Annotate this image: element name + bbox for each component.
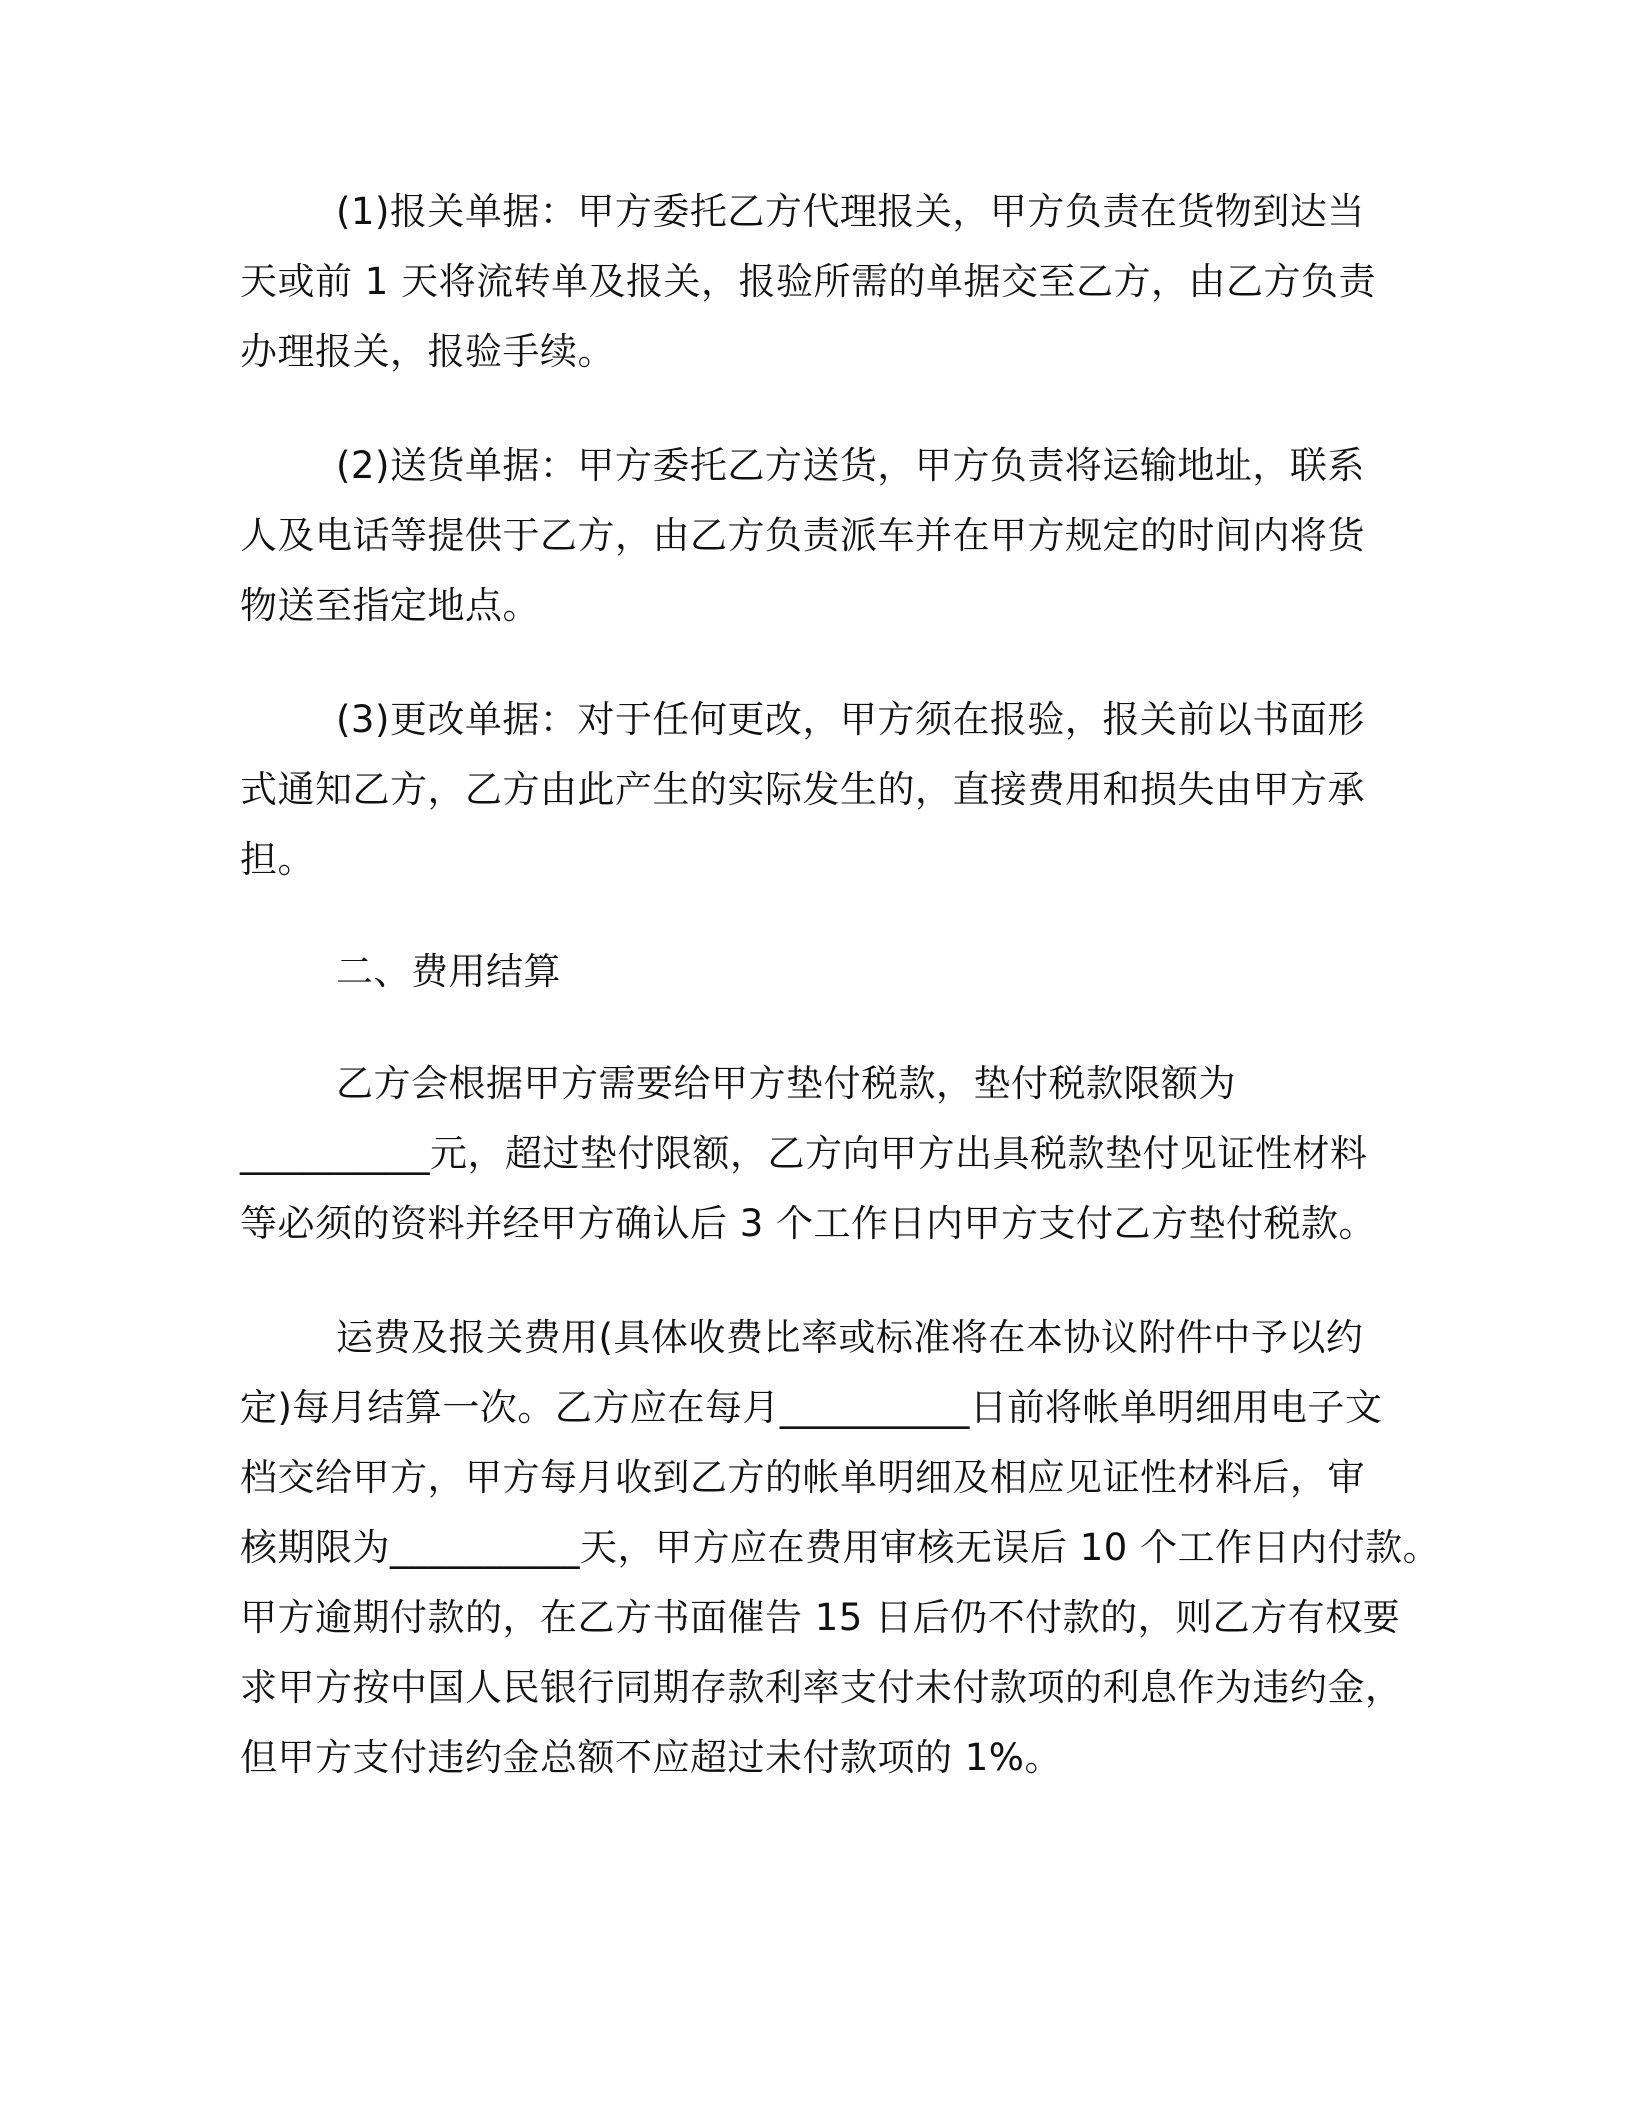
paragraph-5-line-4: 核期限为__________天，甲方应在费用审核无误后 10 个工作日内付款。: [240, 1526, 1441, 1569]
paragraph-2-line-2: 人及电话等提供于乙方，由乙方负责派车并在甲方规定的时间内将货: [240, 514, 1365, 557]
paragraph-4-line-3: 等必须的资料并经甲方确认后 3 个工作日内甲方支付乙方垫付税款。: [240, 1202, 1377, 1245]
paragraph-3-line-2: 式通知乙方，乙方由此产生的实际发生的，直接费用和损失由甲方承: [240, 768, 1365, 811]
paragraph-5-line-2: 定)每月结算一次。乙方应在每月__________日前将帐单明细用电子文: [240, 1386, 1383, 1429]
paragraph-4-line-2: __________元，超过垫付限额，乙方向甲方出具税款垫付见证性材料: [240, 1132, 1368, 1175]
paragraph-5-line-5: 甲方逾期付款的，在乙方书面催告 15 日后仍不付款的，则乙方有权要: [240, 1596, 1401, 1639]
paragraph-1-line-2: 天或前 1 天将流转单及报关，报验所需的单据交至乙方，由乙方负责: [240, 260, 1377, 303]
paragraph-5-line-7: 但甲方支付违约金总额不应超过未付款项的 1%。: [240, 1736, 1062, 1779]
paragraph-5-line-6: 求甲方按中国人民银行同期存款利率支付未付款项的利息作为违约金，: [240, 1666, 1403, 1709]
paragraph-4-line-1: 乙方会根据甲方需要给甲方垫付税款，垫付税款限额为: [336, 1062, 1236, 1105]
paragraph-3-line-3: 担。: [240, 838, 315, 881]
paragraph-2-line-1: (2)送货单据：甲方委托乙方送货，甲方负责将运输地址，联系: [336, 444, 1365, 487]
paragraph-5-line-3: 档交给甲方，甲方每月收到乙方的帐单明细及相应见证性材料后，审: [240, 1456, 1365, 1499]
section-heading: 二、费用结算: [336, 950, 561, 993]
paragraph-1-line-1: (1)报关单据：甲方委托乙方代理报关，甲方负责在货物到达当: [336, 190, 1365, 233]
paragraph-5-line-1: 运费及报关费用(具体收费比率或标准将在本协议附件中予以约: [336, 1316, 1364, 1359]
paragraph-3-line-1: (3)更改单据：对于任何更改，甲方须在报验，报关前以书面形: [336, 698, 1365, 741]
paragraph-2-line-3: 物送至指定地点。: [240, 584, 540, 627]
paragraph-1-line-3: 办理报关，报验手续。: [240, 330, 615, 373]
